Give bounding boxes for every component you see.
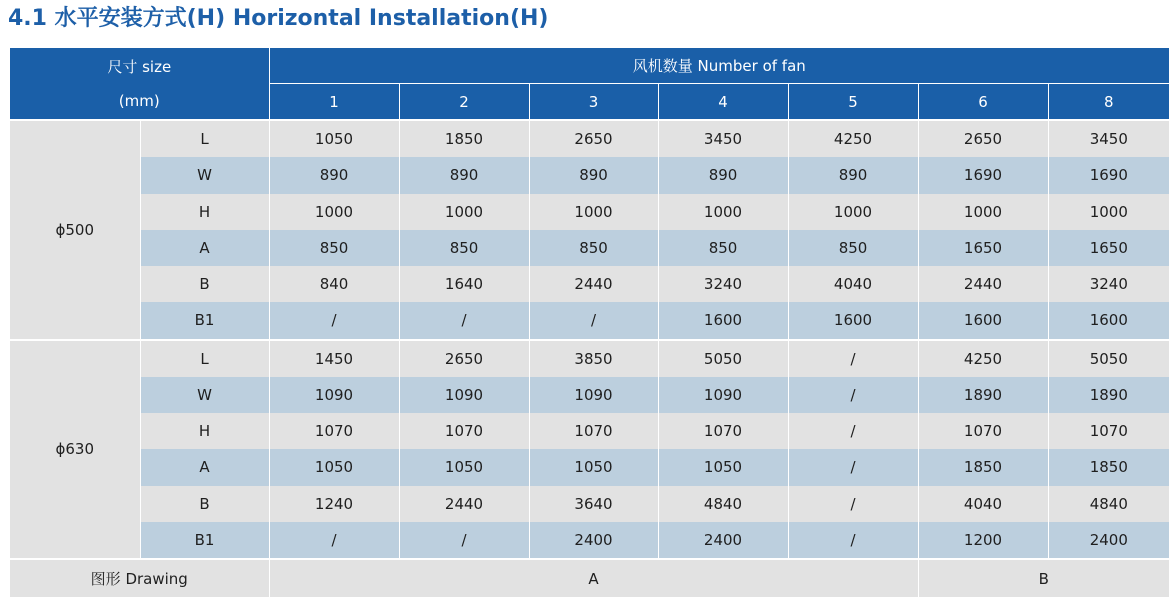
value-cell: /: [788, 377, 918, 413]
param-label: W: [140, 157, 269, 193]
value-cell: 4040: [788, 266, 918, 302]
size-unit-label: (mm): [118, 91, 160, 110]
value-cell: 890: [658, 157, 788, 193]
value-cell: 850: [269, 230, 399, 266]
size-header-cell: [10, 48, 269, 120]
value-cell: /: [269, 522, 399, 559]
value-cell: 890: [269, 157, 399, 193]
value-cell: 1850: [1048, 449, 1169, 485]
value-cell: 2650: [529, 120, 658, 157]
value-cell: 1850: [399, 120, 529, 157]
value-cell: 1000: [269, 194, 399, 230]
size-label: 尺寸 size: [107, 57, 172, 76]
value-cell: 1690: [918, 157, 1048, 193]
table-row: [10, 266, 1169, 302]
value-cell: 4250: [788, 120, 918, 157]
drawing-row: [10, 559, 1169, 597]
value-cell: 2400: [1048, 522, 1169, 559]
value-cell: 1090: [269, 377, 399, 413]
value-cell: 1690: [1048, 157, 1169, 193]
value-cell: 890: [788, 157, 918, 193]
value-cell: 840: [269, 266, 399, 302]
value-cell: 4840: [658, 486, 788, 522]
value-cell: 850: [658, 230, 788, 266]
value-cell: 1450: [269, 340, 399, 377]
value-cell: 1600: [1048, 302, 1169, 339]
value-cell: 1600: [788, 302, 918, 339]
param-label: A: [140, 449, 269, 485]
value-cell: 890: [399, 157, 529, 193]
value-cell: 1200: [918, 522, 1048, 559]
value-cell: 3240: [1048, 266, 1169, 302]
value-cell: 1050: [658, 449, 788, 485]
value-cell: 1090: [399, 377, 529, 413]
value-cell: 1850: [918, 449, 1048, 485]
page-title: 4.1 水平安装方式(H) Horizontal Installation(H): [8, 6, 549, 31]
value-cell: 1070: [399, 413, 529, 449]
value-cell: 1600: [918, 302, 1048, 339]
value-cell: 2650: [399, 340, 529, 377]
value-cell: 3850: [529, 340, 658, 377]
value-cell: 4840: [1048, 486, 1169, 522]
group-label: ϕ500: [10, 120, 140, 340]
value-cell: 1070: [918, 413, 1048, 449]
value-cell: 850: [529, 230, 658, 266]
drawing-a: A: [269, 559, 918, 597]
param-label: B1: [140, 302, 269, 339]
value-cell: /: [788, 522, 918, 559]
value-cell: 1000: [918, 194, 1048, 230]
fan-count-6: 6: [918, 84, 1048, 121]
param-label: A: [140, 230, 269, 266]
value-cell: 1070: [1048, 413, 1169, 449]
value-cell: 1000: [529, 194, 658, 230]
value-cell: 850: [788, 230, 918, 266]
value-cell: 4040: [918, 486, 1048, 522]
table-row: [10, 486, 1169, 522]
value-cell: 1070: [269, 413, 399, 449]
value-cell: 1090: [529, 377, 658, 413]
param-label: H: [140, 413, 269, 449]
value-cell: 1650: [918, 230, 1048, 266]
value-cell: 5050: [658, 340, 788, 377]
fan-count-header: 风机数量 Number of fan: [269, 48, 1169, 84]
value-cell: 1890: [918, 377, 1048, 413]
param-label: L: [140, 120, 269, 157]
value-cell: 5050: [1048, 340, 1169, 377]
value-cell: 3450: [658, 120, 788, 157]
param-label: W: [140, 377, 269, 413]
value-cell: 1070: [658, 413, 788, 449]
value-cell: 2400: [529, 522, 658, 559]
fan-count-1: 1: [269, 84, 399, 121]
value-cell: 1000: [658, 194, 788, 230]
value-cell: 2400: [658, 522, 788, 559]
drawing-b: B: [918, 559, 1169, 597]
value-cell: 3640: [529, 486, 658, 522]
value-cell: 1090: [658, 377, 788, 413]
value-cell: 1070: [529, 413, 658, 449]
param-label: H: [140, 194, 269, 230]
value-cell: /: [788, 413, 918, 449]
table-row: [10, 340, 1169, 377]
fan-count-3: 3: [529, 84, 658, 121]
value-cell: 1050: [399, 449, 529, 485]
value-cell: 1000: [788, 194, 918, 230]
table-row: [10, 302, 1169, 339]
param-label: L: [140, 340, 269, 377]
value-cell: 3450: [1048, 120, 1169, 157]
value-cell: 1890: [1048, 377, 1169, 413]
param-label: B: [140, 266, 269, 302]
value-cell: 1240: [269, 486, 399, 522]
value-cell: /: [788, 449, 918, 485]
value-cell: 1050: [529, 449, 658, 485]
value-cell: 2650: [918, 120, 1048, 157]
value-cell: 1640: [399, 266, 529, 302]
value-cell: 2440: [529, 266, 658, 302]
table-row: [10, 120, 1169, 157]
table-row: [10, 413, 1169, 449]
value-cell: 1650: [1048, 230, 1169, 266]
param-label: B: [140, 486, 269, 522]
value-cell: /: [399, 302, 529, 339]
table-row: [10, 230, 1169, 266]
value-cell: /: [529, 302, 658, 339]
value-cell: 3240: [658, 266, 788, 302]
table-row: [10, 157, 1169, 193]
value-cell: /: [269, 302, 399, 339]
value-cell: /: [788, 486, 918, 522]
fan-count-8: 8: [1048, 84, 1169, 121]
group-label: ϕ630: [10, 340, 140, 560]
value-cell: 2440: [399, 486, 529, 522]
value-cell: 4250: [918, 340, 1048, 377]
value-cell: 1600: [658, 302, 788, 339]
fan-count-4: 4: [658, 84, 788, 121]
value-cell: 1000: [399, 194, 529, 230]
table-row: [10, 449, 1169, 485]
table-row: [10, 194, 1169, 230]
dimension-table: [10, 48, 1169, 597]
value-cell: 2440: [918, 266, 1048, 302]
value-cell: 1050: [269, 120, 399, 157]
value-cell: /: [788, 340, 918, 377]
table-row: [10, 522, 1169, 559]
param-label: B1: [140, 522, 269, 559]
fan-count-5: 5: [788, 84, 918, 121]
value-cell: 890: [529, 157, 658, 193]
value-cell: 1050: [269, 449, 399, 485]
drawing-label: 图形 Drawing: [10, 559, 269, 597]
value-cell: 850: [399, 230, 529, 266]
value-cell: /: [399, 522, 529, 559]
table-row: [10, 377, 1169, 413]
value-cell: 1000: [1048, 194, 1169, 230]
fan-count-2: 2: [399, 84, 529, 121]
